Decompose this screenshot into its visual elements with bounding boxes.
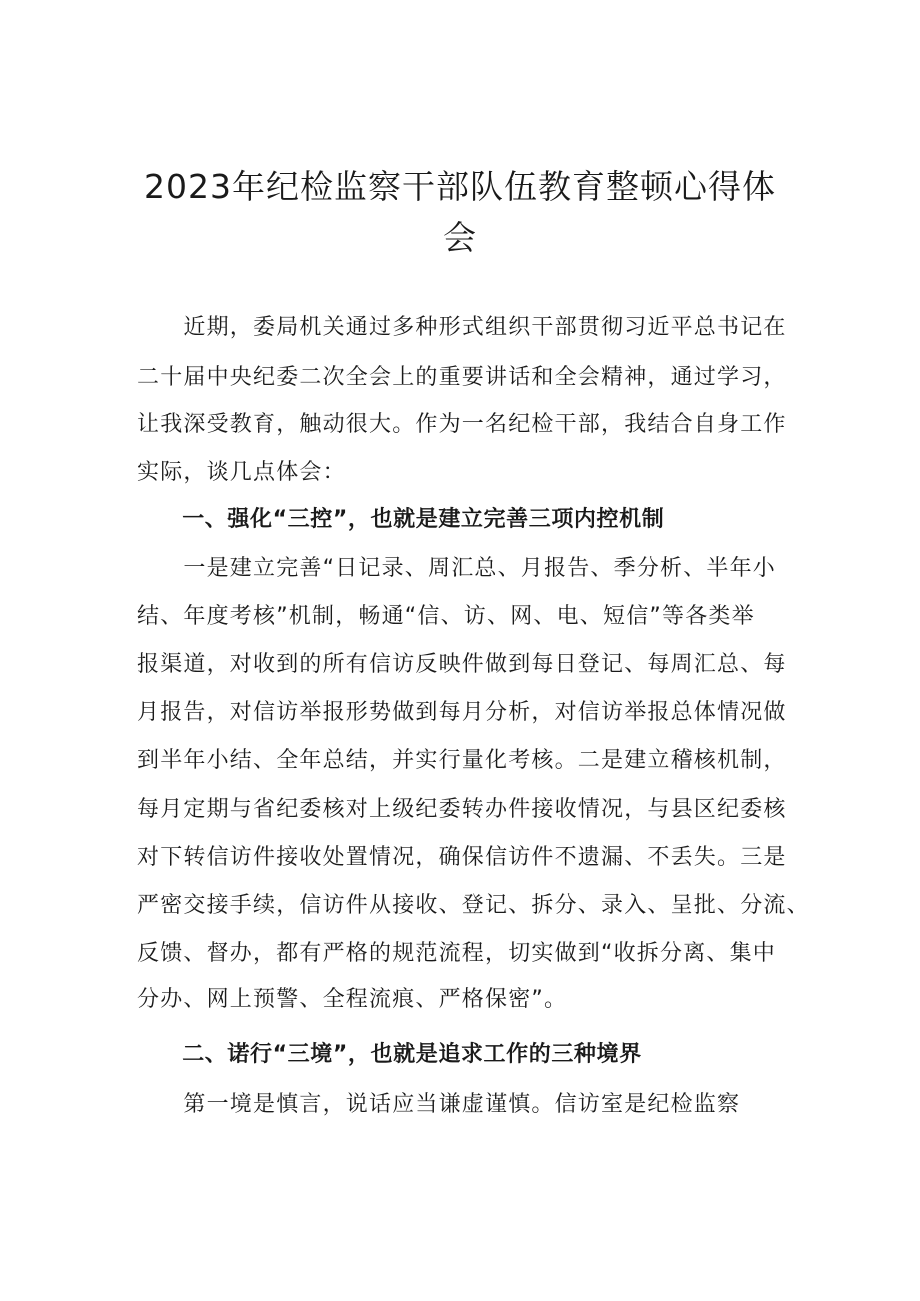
document-title-line-2: 会 xyxy=(443,218,477,257)
body-line: 严密交接手续，信访件从接收、登记、拆分、录入、呈批、分流、 xyxy=(137,893,810,918)
body-line: 第一境是慎言，说话应当谦虚谨慎。信访室是纪检监察 xyxy=(137,1092,741,1117)
document-title-line-1: 2023年纪检监察干部队伍教育整顿心得体 xyxy=(144,167,776,206)
body-line: 到半年小结、全年总结，并实行量化考核。二是建立稽核机制， xyxy=(137,748,787,773)
section-heading-1: 一、强化“三控”，也就是建立完善三项内控机制 xyxy=(137,507,665,532)
body-line: 每月定期与省纪委核对上级纪委转办件接收情况，与县区纪委核 xyxy=(137,797,787,822)
body-line: 月报告，对信访举报形势做到每月分析，对信访举报总体情况做 xyxy=(137,700,787,725)
section-heading-2: 二、诺行“三境”，也就是追求工作的三种境界 xyxy=(137,1042,642,1067)
body-line: 实际，谈几点体会： xyxy=(137,460,346,485)
body-line: 报渠道，对收到的所有信访反映件做到每日登记、每周汇总、每 xyxy=(137,652,787,677)
body-line: 二十届中央纪委二次全会上的重要讲话和全会精神，通过学习， xyxy=(137,365,787,390)
body-line: 近期，委局机关通过多种形式组织干部贯彻习近平总书记在 xyxy=(137,315,787,340)
body-line: 一是建立完善“日记录、周汇总、月报告、季分析、半年小 xyxy=(137,556,776,581)
body-line: 结、年度考核”机制，畅通“信、访、网、电、短信”等各类举 xyxy=(137,604,755,629)
body-line: 分办、网上预警、全程流痕、严格保密”。 xyxy=(137,987,568,1012)
body-line: 反馈、督办，都有严格的规范流程，切实做到“收拆分离、集中 xyxy=(137,941,776,966)
body-line: 对下转信访件接收处置情况，确保信访件不遗漏、不丢失。三是 xyxy=(137,845,787,870)
body-line: 让我深受教育，触动很大。作为一名纪检干部，我结合自身工作 xyxy=(137,412,787,437)
